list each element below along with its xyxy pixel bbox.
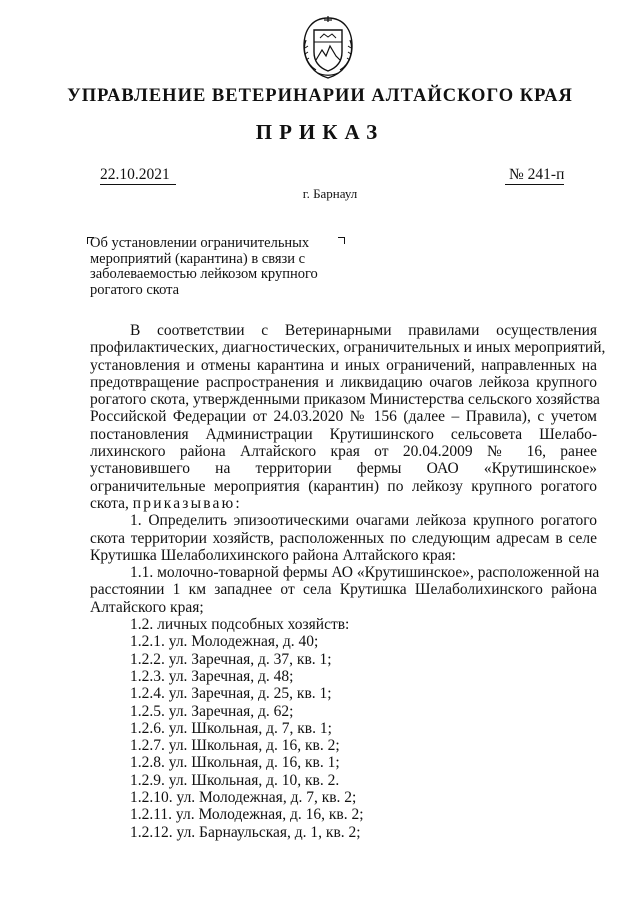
subject-line: мероприятий (карантина) в связи с [90,250,306,267]
subject-line: заболеваемостью лейкозом крупного [90,266,318,282]
document-subject [90,236,342,298]
order-word: приказываю: [132,494,242,512]
address-list-item: 1.2.1. ул. Молодежная, д. 40; [130,633,319,651]
address-list-item: 1.2.11. ул. Молодежная, д. 16, кв. 2; [130,806,364,824]
item-1-line: 1. Определить эпизоотическими очагами лейкоза крупного рогатого [130,512,597,530]
address-list-item: 1.2.4. ул. Заречная, д. 25, кв. 1; [130,685,332,703]
document-body [90,322,606,841]
address-list-item: 1.2.9. ул. Школьная, д. 10, кв. 2. [130,771,340,789]
item-1-line: Крутишка Шелаболихинского района Алтайского края: [90,546,456,564]
preamble-line: постановления Администрации Крутишинского сельсовета Шелабо- [90,425,597,443]
item-1-line: скота территории хозяйств, расположенных по следующим адресам в селе [90,529,597,547]
preamble-line: скота, [90,494,129,512]
item-1-1-line: Алтайского края; [90,598,204,616]
altai-coat-of-arms-icon [298,16,358,80]
preamble-line: лихинского района Алтайского края от 20.04.2009 № 16, ранее [90,443,597,461]
document-city: г. Барнаул [302,186,358,201]
preamble-line: ограничительные мероприятия (карантин) по лейкозу крупного рогатого [90,477,597,495]
item-1-1-line: расстоянии 1 км западнее от села Крутишка Шелаболихинского района [90,581,597,599]
preamble-line: установления и отмены карантина и иных ограничений, направленных на [90,356,597,374]
organization-title: УПРАВЛЕНИЕ ВЕТЕРИНАРИИ АЛТАЙСКОГО КРАЯ [67,86,573,106]
address-list-item: 1.2.6. ул. Школьная, д. 7, кв. 1; [130,719,332,737]
document-type: ПРИКАЗ [255,120,385,144]
address-list-item: 1.2.12. ул. Барнаульская, д. 1, кв. 2; [130,823,361,841]
address-list-item: 1.2.3. ул. Заречная, д. 48; [130,667,294,685]
address-list-item: 1.2.5. ул. Заречная, д. 62; [130,702,294,720]
preamble-line: профилактических, диагностических, ограничительных и иных мероприятий, [90,339,606,357]
address-list-item: 1.2.8. ул. Школьная, д. 16, кв. 1; [130,754,340,772]
address-list-item: 1.2.10. ул. Молодежная, д. 7, кв. 2; [130,789,357,807]
preamble-line: предотвращение распространения и ликвидацию очагов лейкоза крупного [90,373,597,391]
document-number: № 241-п [505,166,564,185]
subject-line: рогатого скота [90,281,180,298]
address-list-item: 1.2.2. ул. Заречная, д. 37, кв. 1; [130,650,332,668]
document-date: 22.10.2021 [100,166,176,185]
preamble-line: Российской Федерации от 24.03.2020 № 156 (далее – Правила), с учетом [90,408,597,426]
item-1-1-line: 1.1. молочно-товарной фермы АО «Крутишинское», расположенной на [130,564,600,582]
address-list-item: 1.2.7. ул. Школьная, д. 16, кв. 2; [130,737,340,755]
subject-line: Об установлении ограничительных [90,235,310,251]
item-1-2-heading: 1.2. личных подсобных хозяйств: [130,616,350,634]
preamble-line: В соответствии с Ветеринарными правилами осуществления [130,322,597,339]
preamble-line: установившего на территории фермы ОАО «Крутишинское» [90,460,597,478]
preamble-line: рогатого скота, утвержденными приказом Министерства сельского хозяйства [90,391,600,409]
preamble-final-line [90,495,597,512]
